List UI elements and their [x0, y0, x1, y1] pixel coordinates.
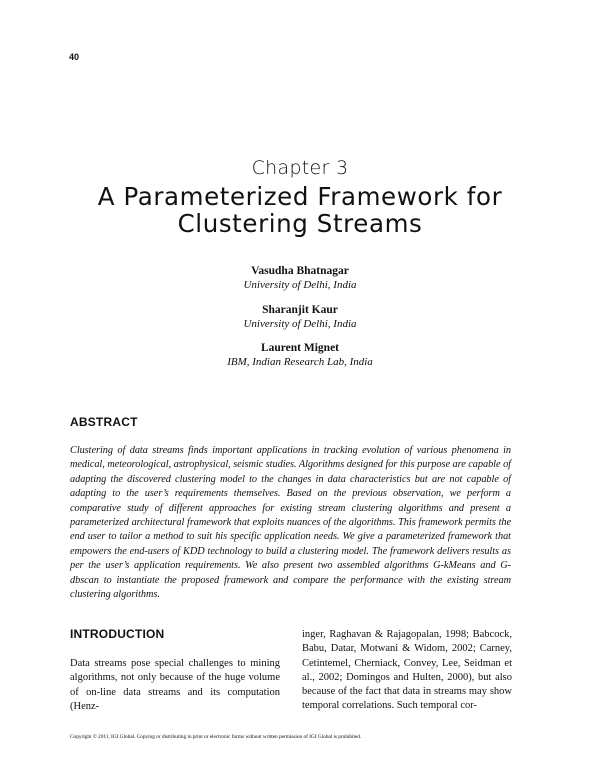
chapter-title: A Parameterized Framework for Clustering Streams: [97, 182, 503, 238]
copyright-notice: Copyright © 2011, IGI Global. Copying or distributing in print or electronic forms without written permission of IGI Global is prohibited.: [70, 734, 362, 740]
author-block-3: [0, 341, 600, 369]
chapter-label: Chapter 3: [251, 157, 349, 179]
author-name: Vasudha Bhatnagar: [251, 265, 349, 277]
author-affiliation: University of Delhi, India: [243, 279, 357, 291]
author-affiliation: IBM, Indian Research Lab, India: [227, 356, 373, 368]
page-number: 40: [69, 52, 80, 62]
author-block-2: [0, 303, 600, 331]
introduction-right-column: inger, Raghavan & Rajagopalan, 1998; Babcock, Babu, Datar, Motwani & Widom, 2002; Carney, Cetintemel, Cherniack, Convey, Lee, Seidman et al., 2002; Domingos and Hulten, 2000), but also because of the fact that data in streams may show temporal correlations. Such temporal cor-: [302, 629, 512, 712]
introduction-left-column: Data streams pose special challenges to mining algorithms, not only because of the huge volume of on-line data streams and its computation (Henz-: [70, 658, 280, 712]
abstract-heading: ABSTRACT: [70, 415, 138, 429]
abstract-text: Clustering of data streams finds important applications in tracking evolution of various phenomena in medical, meteorological, astrophysical, seismic studies. Algorithms designed for this purpose are capable of adapting the discovered clustering model to the changes in data characteristics but are not capable of adapting to the user’s requirements themselves. Based on the previous observation, we perform a comparative study of different approaches for existing stream clustering algorithms and present a parameterized architectural framework that exploits nuances of the algorithms. This framework permits the end user to tailor a method to suit his specific application needs. We give a parameterized framework that empowers the end-users of KDD technology to build a clustering model. The framework delivers results as per the user’s application requirements. We also present two assembled algorithms G-kMeans and G-dbscan to instantiate the proposed framework and compare the performance with the existing stream clustering algorithms.: [70, 445, 511, 601]
author-block-1: [0, 264, 600, 292]
author-affiliation: University of Delhi, India: [243, 318, 357, 330]
author-name: Laurent Mignet: [260, 342, 340, 354]
author-name: Sharanjit Kaur: [262, 304, 338, 316]
introduction-heading: INTRODUCTION: [70, 627, 165, 641]
